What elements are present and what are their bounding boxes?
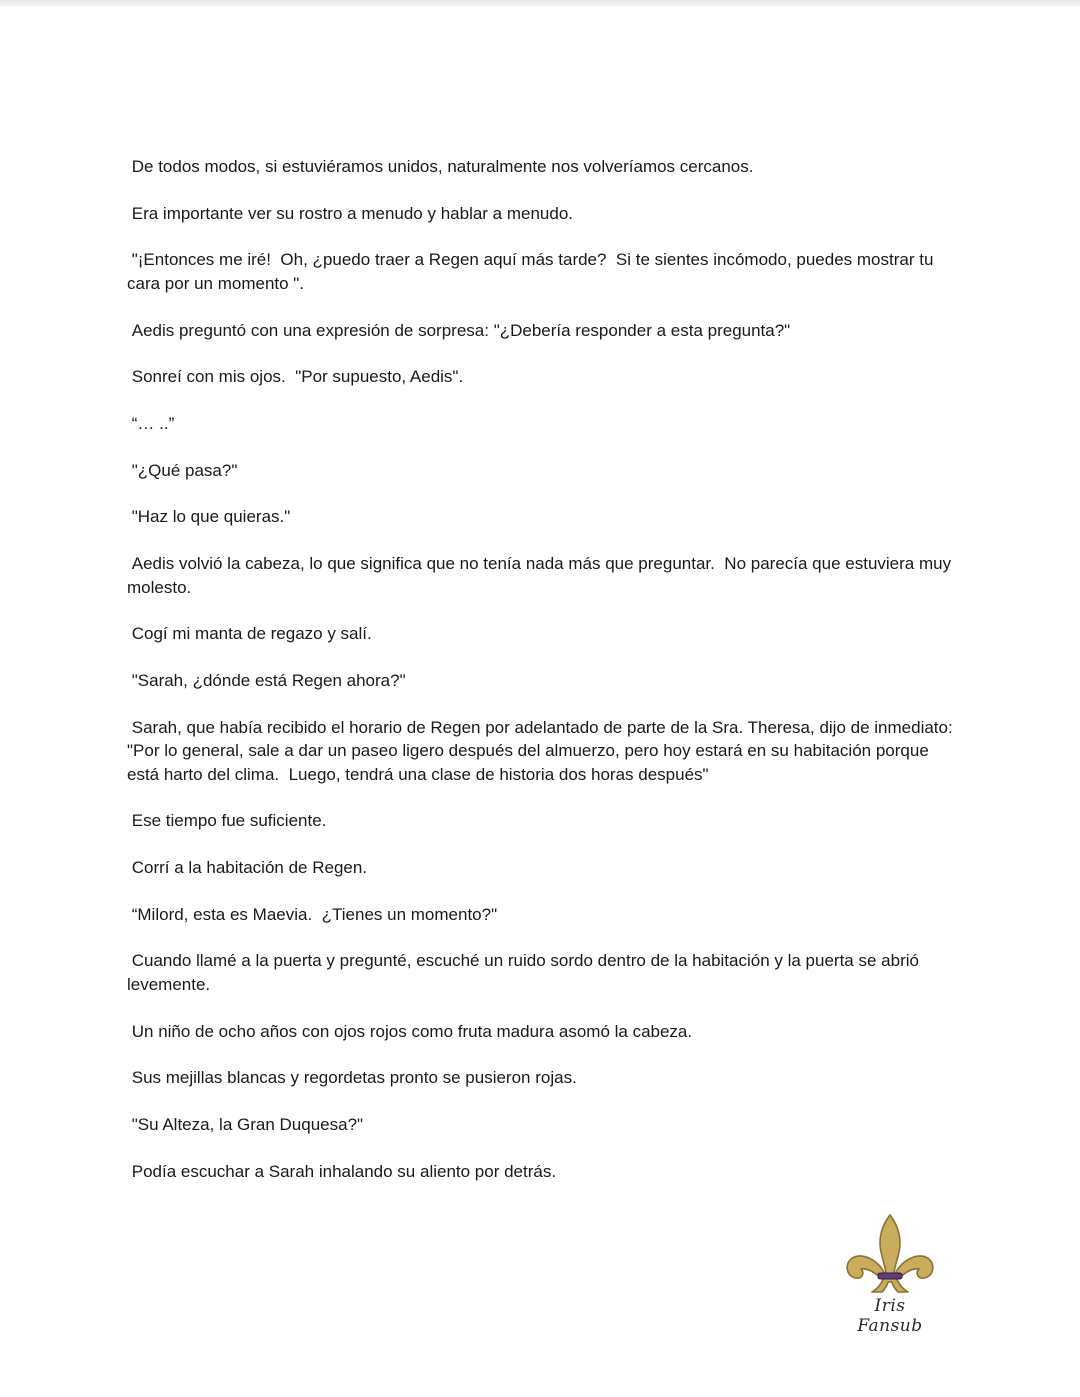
watermark-caption: Iris Fansub — [857, 1296, 923, 1336]
fleur-de-lis-icon — [840, 1212, 940, 1298]
watermark-logo — [840, 1212, 940, 1336]
paragraph: Corrí a la habitación de Regen. — [127, 857, 368, 877]
top-divider — [0, 0, 1080, 6]
paragraph: Aedis volvió la cabeza, lo que significa que no tenía nada más que preguntar. No parecía que estuviera muy molesto. — [127, 554, 956, 597]
paragraph: De todos modos, si estuviéramos unidos, naturalmente nos volveríamos cercanos. — [127, 157, 754, 176]
paragraph: Era importante ver su rostro a menudo y hablar a menudo. — [127, 203, 574, 223]
paragraph: Sarah, que había recibido el horario de Regen por adelantado de parte de la Sra. Theresa, dijo de inmediato: "Por lo general, sale a dar un paseo ligero después del almuerzo, pero hoy estará en su habitación porque está harto del clima. Luego, tendrá una clase de historia dos horas después" — [127, 717, 958, 784]
paragraph: “Milord, esta es Maevia. ¿Tienes un momento?" — [127, 904, 498, 924]
paragraph: “… ..” — [127, 413, 175, 433]
paragraph: "Sarah, ¿dónde está Regen ahora?" — [127, 670, 406, 690]
paragraph: "Haz lo que quieras." — [127, 507, 291, 527]
paragraph: Cuando llamé a la puerta y pregunté, escuché un ruido sordo dentro de la habitación y la puerta se abrió levemente. — [127, 951, 924, 994]
paragraph: "Su Alteza, la Gran Duquesa?" — [127, 1114, 364, 1134]
paragraph: Sus mejillas blancas y regordetas pronto se pusieron rojas. — [127, 1068, 577, 1088]
paragraph: Aedis preguntó con una expresión de sorpresa: "¿Debería responder a esta pregunta?" — [127, 320, 791, 340]
paragraph: "¡Entonces me iré! Oh, ¿puedo traer a Regen aquí más tarde? Si te sientes incómodo, puedes mostrar tu cara por un momento ". — [127, 250, 939, 293]
paragraph: Sonreí con mis ojos. "Por supuesto, Aedis". — [127, 367, 464, 387]
paragraph: Ese tiempo fue suficiente. — [127, 811, 327, 831]
paragraph: Un niño de ocho años con ojos rojos como fruta madura asomó la cabeza. — [127, 1021, 693, 1041]
paragraph: Cogí mi manta de regazo y salí. — [127, 624, 372, 644]
paragraph: "¿Qué pasa?" — [127, 460, 238, 480]
paragraph: Podía escuchar a Sarah inhalando su aliento por detrás. — [127, 1161, 557, 1181]
document-body — [127, 155, 957, 1206]
